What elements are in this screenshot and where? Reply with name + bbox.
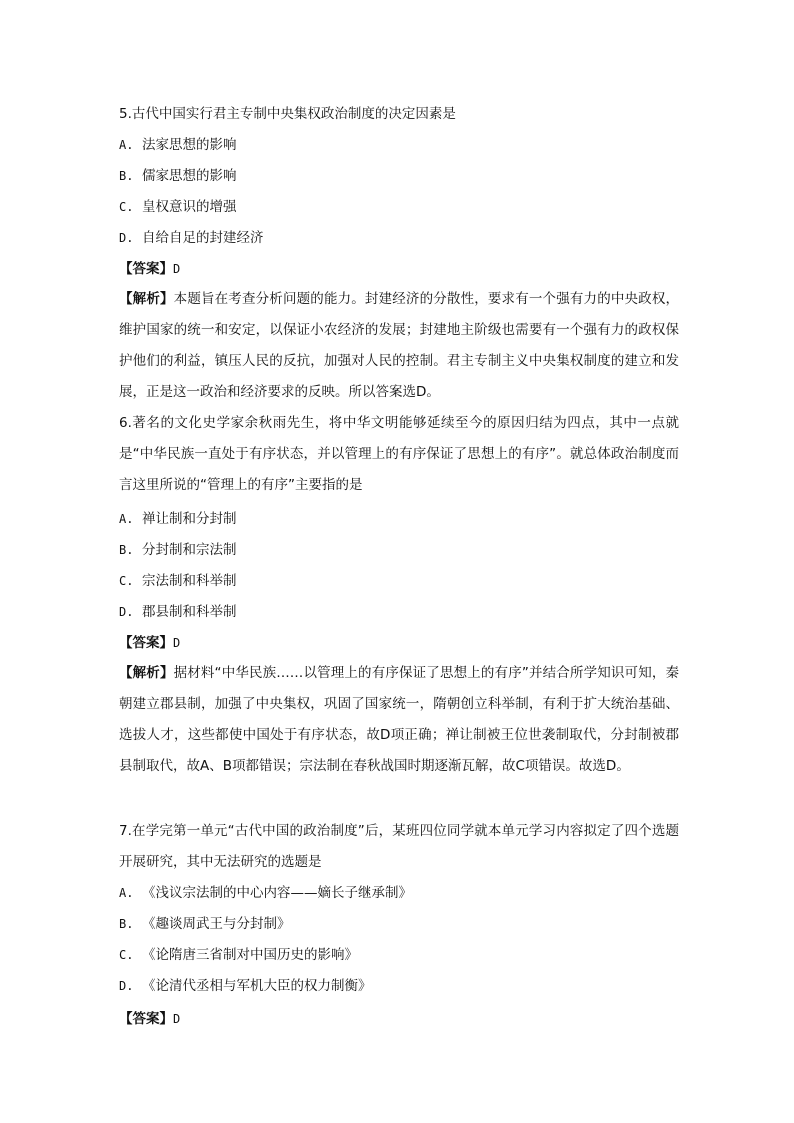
option-text: 《趣谈周武王与分封制》 <box>142 916 291 932</box>
question-6-answer <box>119 633 180 653</box>
option-letter: C. <box>119 948 134 962</box>
question-7-option-a <box>119 883 412 903</box>
answer-label: 【答案】 <box>119 1011 173 1027</box>
option-letter: C. <box>119 574 134 588</box>
option-letter: A. <box>119 512 134 526</box>
option-text: 皇权意识的增强 <box>142 199 237 215</box>
question-7-stem: 7.在学完第一单元“古代中国的政治制度”后，某班四位同学就本单元学习内容拟定了四个选题开展研究，其中无法研究的选题是 <box>119 823 679 870</box>
option-text: 《浅议宗法制的中心内容——嫡长子继承制》 <box>142 885 413 901</box>
question-5-option-d <box>119 228 264 248</box>
question-5-option-a <box>119 135 237 155</box>
question-7-option-c <box>119 945 358 965</box>
option-letter: D. <box>119 605 134 619</box>
analysis-label: 【解析】 <box>119 291 174 307</box>
question-6-option-b <box>119 540 237 560</box>
question-6-option-d <box>119 602 237 622</box>
option-text: 儒家思想的影响 <box>142 168 237 184</box>
answer-value: D <box>173 636 181 650</box>
question-5-option-b <box>119 166 237 186</box>
analysis-label: 【解析】 <box>119 665 174 681</box>
option-letter: D. <box>119 979 134 993</box>
question-7-option-b <box>119 914 291 934</box>
option-letter: B. <box>119 917 134 931</box>
question-7-answer <box>119 1009 180 1029</box>
answer-value: D <box>173 262 181 276</box>
option-text: 分封制和宗法制 <box>142 542 237 558</box>
question-5-option-c <box>119 197 237 217</box>
question-5-stem: 5.古代中国实行君主专制中央集权政治制度的决定因素是 <box>119 106 456 122</box>
option-text: 自给自足的封建经济 <box>142 230 264 246</box>
option-letter: A. <box>119 886 134 900</box>
analysis-text: 本题旨在考查分析问题的能力。封建经济的分散性，要求有一个强有力的中央政权，维护国家的统一和安定，以保证小农经济的发展；封建地主阶级也需要有一个强有力的政权保护他们的利益，镇压人民的反抗，加强对人民的控制。君主专制主义中央集权制度的建立和发展，正是这一政治和经济要求的反映。所以答案选D。 <box>119 291 680 400</box>
option-text: 《论清代丞相与军机大臣的权力制衡》 <box>142 978 372 994</box>
option-text: 法家思想的影响 <box>142 137 237 153</box>
option-text: 郡县制和科举制 <box>142 604 237 620</box>
question-6-analysis <box>119 658 679 782</box>
option-letter: A. <box>119 138 134 152</box>
option-letter: B. <box>119 543 134 557</box>
option-letter: B. <box>119 169 134 183</box>
option-text: 禅让制和分封制 <box>142 511 237 527</box>
question-7-option-d <box>119 976 372 996</box>
option-letter: D. <box>119 231 134 245</box>
option-text: 《论隋唐三省制对中国历史的影响》 <box>142 947 359 963</box>
analysis-text: 据材料“中华民族……以管理上的有序保证了思想上的有序”并结合所学知识可知，秦朝建立郡县制，加强了中央集权，巩固了国家统一，隋朝创立科举制，有利于扩大统治基础、选拔人才，这些都使中国处于有序状态，故D项正确；禅让制被王位世袭制取代，分封制被郡县制取代，故A、B项都错误；宗法制在春秋战国时期逐渐瓦解，故C项错误。故选D。 <box>119 665 679 774</box>
answer-value: D <box>173 1012 181 1026</box>
answer-label: 【答案】 <box>119 261 173 277</box>
question-6-option-a <box>119 509 237 529</box>
question-6-option-c <box>119 571 237 591</box>
option-text: 宗法制和科举制 <box>142 573 237 589</box>
question-5-analysis <box>119 284 679 408</box>
answer-label: 【答案】 <box>119 635 173 651</box>
question-6-stem: 6.著名的文化史学家余秋雨先生，将中华文明能够延续至今的原因归结为四点，其中一点就是“中华民族一直处于有序状态，并以管理上的有序保证了思想上的有序”。就总体政治制度而言这里所说的“管理上的有序”主要指的是 <box>119 415 679 493</box>
option-letter: C. <box>119 200 134 214</box>
question-5-answer <box>119 259 180 279</box>
